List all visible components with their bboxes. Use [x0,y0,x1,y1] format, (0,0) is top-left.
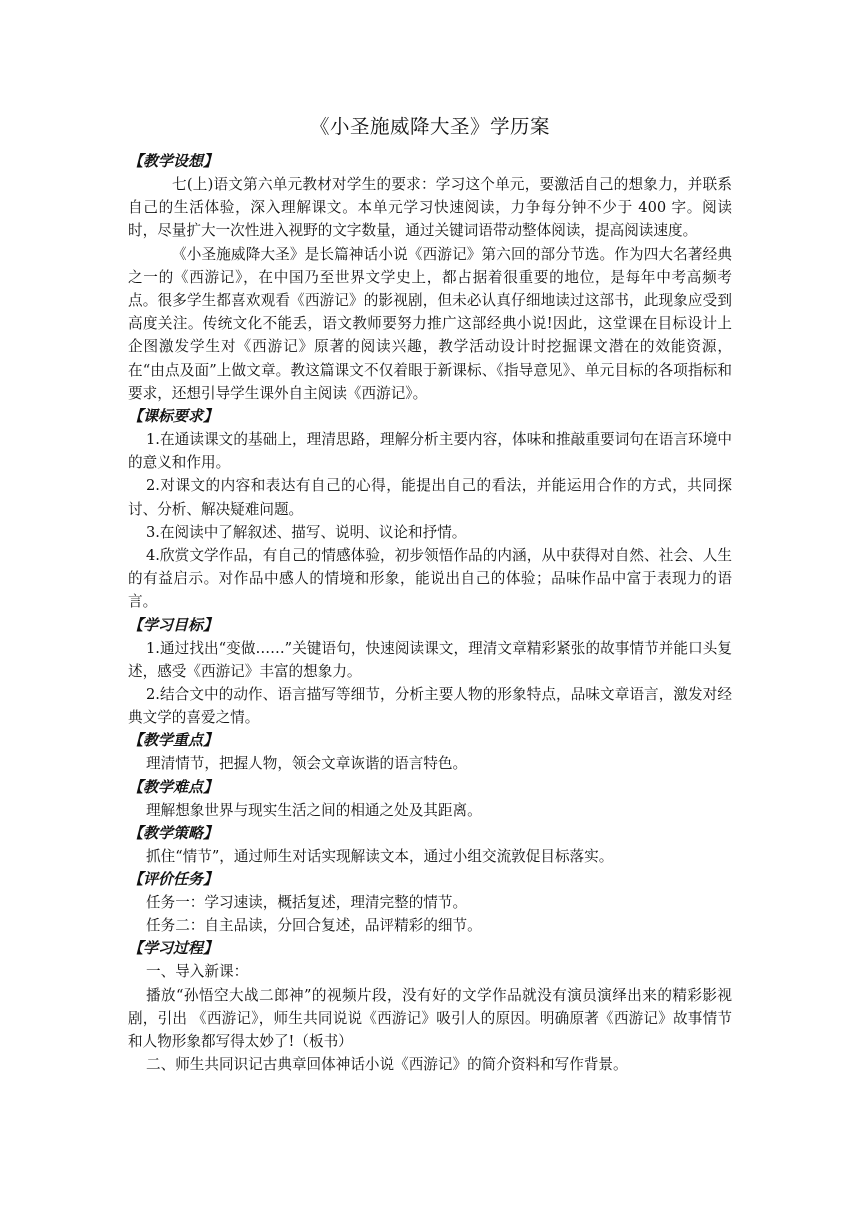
document-section [128,937,732,1076]
section-paragraph: 2.对课文的内容和表达有自己的心得，能提出自己的看法，并能运用合作的方式，共同探讨、分析、解决疑难问题。 [128,477,732,518]
document-section [128,405,732,614]
section-paragraph: 2.结合文中的动作、语言描写等细节，分析主要人物的形象特点，品味文章语言，激发对经典文学的喜爱之情。 [128,686,732,727]
section-heading: 【学习过程】 [128,939,219,958]
section-heading: 【评价任务】 [128,870,219,889]
section-paragraph: 一、导入新课： [146,963,249,981]
section-paragraph: 1.通过找出“变做……”关键语句，快速阅读课文，理清文章精彩紧张的故事情节并能口头复述，感受《西游记》丰富的想象力。 [128,639,732,680]
document-section [128,729,732,775]
section-paragraph: 七(上)语文第六单元教材对学生的要求：学习这个单元，要激活自己的想象力，并联系自己的生活体验，深入理解课文。本单元学习快速阅读，力争每分钟不少于 400 字。阅读时，尽量扩大一次性进入视野的文字数量，通过关键词语带动整体阅读，提高阅读速度。 [128,176,732,240]
document-section [128,868,732,937]
section-paragraph: 任务二：自主品读，分回合复述，品评精彩的细节。 [146,917,482,935]
section-heading: 【教学设想】 [128,152,219,170]
section-paragraph: 理清情节，把握人物，领会文章诙谐的语言特色。 [146,755,468,773]
document-page [128,112,732,1077]
section-heading: 【学习目标】 [128,615,219,634]
section-paragraph: 任务一：学习速读，概括复述，理清完整的情节。 [146,894,468,912]
section-paragraph: 抓住“情节”，通过师生对话实现解读文本，通过小组交流敦促目标落实。 [146,847,614,865]
section-heading: 【教学策略】 [128,823,219,842]
section-paragraph: 《小圣施威降大圣》是长篇神话小说《西游记》第六回的部分节选。作为四大名著经典之一的《西游记》，在中国乃至世界文学史上，都占据着很重要的地位，是每年中考高频考点。很多学生都喜欢观看《西游记》的影视剧，但未必认真仔细地读过这部书，此现象应受到高度关注。传统文化不能丢，语文教师要努力推广这部经典小说!因此，这堂课在目标设计上企图激发学生对《西游记》原著的阅读兴趣，教学活动设计时挖掘课文潜在的效能资源，在“由点及面”上做文章。教这篇课文不仅着眼于新课标、《指导意见》、单元目标的各项指标和要求，还想引导学生课外自主阅读《西游记》。 [128,245,732,402]
section-paragraph: 理解想象世界与现实生活之间的相通之处及其距离。 [146,801,482,819]
section-paragraph: 1.在通读课文的基础上，理清思路，理解分析主要内容，体味和推敲重要词句在语言环境中的意义和作用。 [128,431,732,472]
section-paragraph: 播放“孙悟空大战二郎神”的视频片段，没有好的文学作品就没有演员演绎出来的精彩影视剧，引出 《西游记》，师生共同说说《西游记》吸引人的原因。明确原著《西游记》故事情节和人物形象都写得太妙了!（板书） [128,986,732,1051]
section-heading: 【教学重点】 [128,731,219,750]
document-section [128,776,732,822]
section-heading: 【课标要求】 [128,407,219,426]
section-paragraph: 3.在阅读中了解叙述、描写、说明、议论和抒情。 [146,523,467,541]
section-paragraph: 4.欣赏文学作品，有自己的情感体验，初步领悟作品的内涵，从中获得对自然、社会、人生的有益启示。对作品中感人的情境和形象，能说出自己的体验；品味作品中富于表现力的语言。 [128,547,732,611]
document-body [128,150,732,1077]
document-title: 《小圣施威降大圣》学历案 [309,115,550,138]
document-section [128,150,732,405]
section-heading: 【教学难点】 [128,777,219,796]
document-section [128,822,732,868]
document-section [128,614,732,730]
section-paragraph: 二、师生共同识记古典章回体神话小说《西游记》的简介资料和写作背景。 [146,1056,628,1074]
